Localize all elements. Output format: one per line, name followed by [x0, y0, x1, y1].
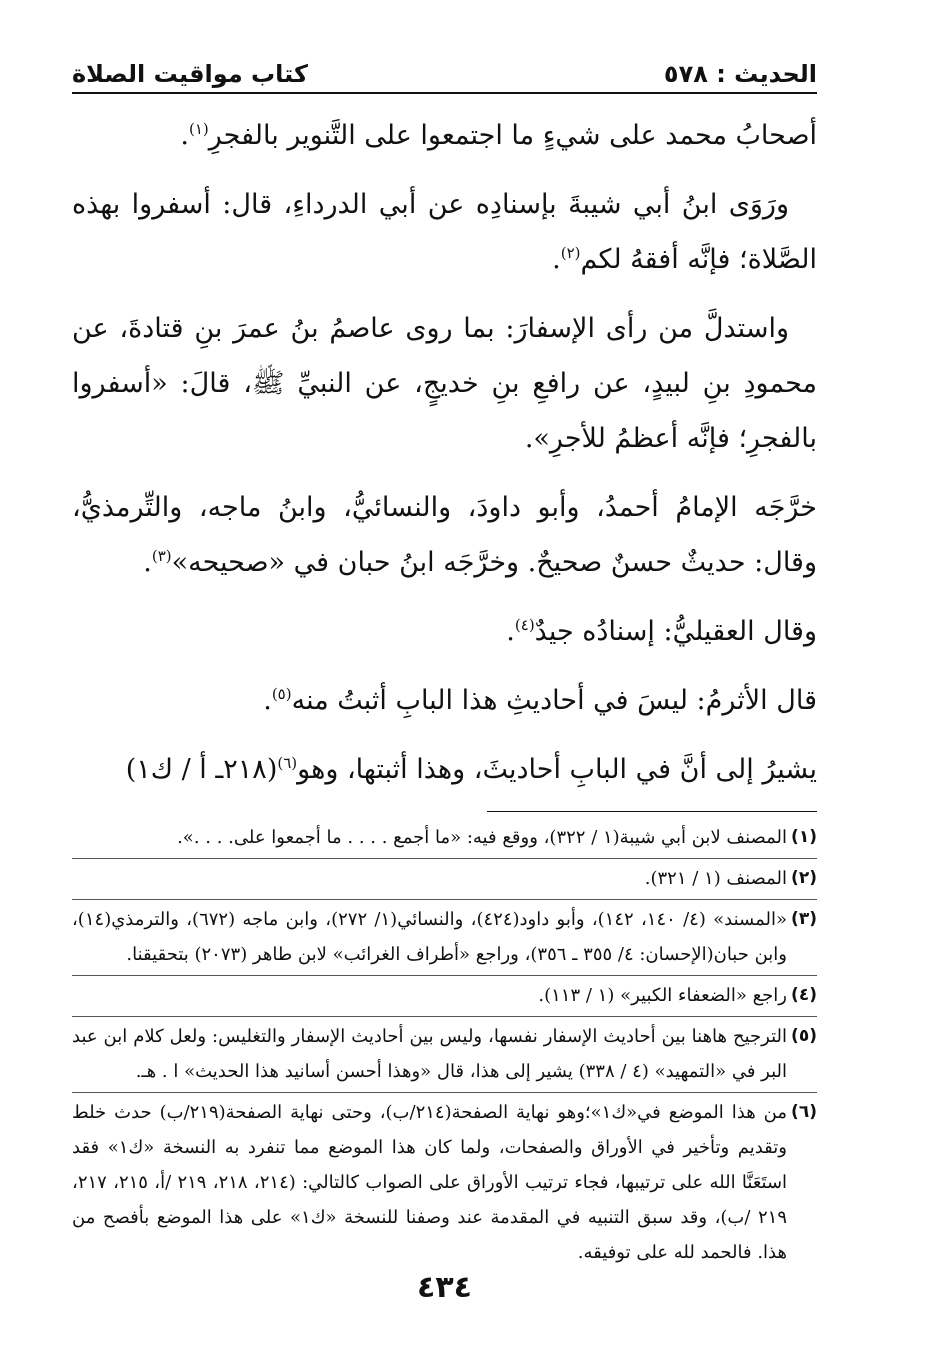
footnote-text: المصنف (١ / ٣٢١).: [644, 868, 787, 889]
footnote-number: (١): [791, 827, 817, 847]
footnote-reference: (٥): [271, 685, 292, 703]
paragraph: يشيرُ إلى أنَّ في البابِ أحاديثَ، وهذا أثبتها، وهو$^{(٦)}$(٢١٨ـ أ / ك١): [125, 754, 817, 785]
paragraph: واستدلَّ من رأى الإسفارَ: بما روى عاصمُ بنُ عمرَ بنِ قتادةَ، عن محمودِ بنِ لبيدٍ، عن رافعِ بنِ خديجٍ، عن النبيِّ ﷺ، قالَ: «أسفروا بالفجرِ؛ فإنَّه أعظمُ للأجرِ».: [72, 313, 817, 454]
paragraph: ورَوَى ابنُ أبي شيبةَ بإسنادِه عن أبي الدرداءِ، قال: أسفروا بهذه الصَّلاة؛ فإنَّه أفقهُ لكم$^{(٢)}$.: [72, 189, 817, 275]
footnote-text: الترجيح هاهنا بين أحاديث الإسفار نفسها، وليس بين أحاديث الإسفار والتغليس: ولعل كلام ابن عبد البر في «التمهيد» (٤ / ٣٣٨) يشير إلى هذا، قال «وهذا أحسن أسانيد هذا الحديث» ا . هـ.: [72, 1026, 787, 1082]
footnote-number: (٣): [791, 909, 817, 929]
footnote-reference: (٤): [514, 616, 535, 634]
footnote-number: (٥): [791, 1026, 817, 1046]
footnote-reference: (٦): [277, 754, 298, 772]
footnote-text: من هذا الموضع في«ك١»؛وهو نهاية الصفحة(٢١٤/ب)، وحتى نهاية الصفحة(٢١٩/ب) حدث خلط وتقديم وتأخير في الأوراق والصفحات، ولما كان هذا الموضع مما تنفرد به النسخة «ك١» فقد استَعَنَّا الله على ترتيبها، فجاء ترتيب الأوراق على الصواب كالتالي: (٢١٤، ٢١٨، ٢١٩ /أ، ٢١٥، ٢١٧، ٢١٩ /ب)، وقد سبق التنبيه في المقدمة عند وصفنا للنسخة «ك١» على هذا الموضع بأفصح من هذا. فالحمد لله على توفيقه.: [72, 1102, 788, 1263]
footnote-reference: (٢): [560, 244, 581, 262]
footnote: [72, 859, 817, 900]
book-title: كتاب مواقيت الصلاة: [72, 60, 308, 88]
footnote: [72, 976, 817, 1017]
footnotes: [72, 818, 817, 1273]
paragraph: أصحابُ محمد على شيءٍ ما اجتمعوا على التَّنوير بالفجرِ$^{(١)}$.: [180, 120, 817, 151]
footnote: [72, 1017, 817, 1093]
footnote: [72, 1093, 817, 1273]
running-header: [72, 40, 817, 94]
footnote-divider: [487, 811, 817, 812]
footnote-text: «المسند» (٤/ ١٤٠، ١٤٢)، وأبو داود(٤٢٤)، والنسائي(١/ ٢٧٢)، وابن ماجه (٦٧٢)، والترمذي(١٤)، وابن حبان(الإحسان: ٤/ ٣٥٥ ـ ٣٥٦)، وراجع «أطراف الغرائب» لابن طاهر (٢٠٧٣) بتحقيقنا.: [72, 909, 788, 965]
main-text: [72, 108, 817, 797]
footnote-text: راجع «الضعفاء الكبير» (١ / ١١٣).: [538, 985, 787, 1006]
footnote: [72, 900, 817, 976]
paragraph: قال الأثرمُ: ليسَ في أحاديثِ هذا البابِ أثبتُ منه$^{(٥)}$.: [263, 685, 817, 716]
book-page: [72, 40, 817, 1340]
hadith-number: الحديث : ٥٧٨: [663, 60, 817, 88]
paragraph: وقال العقيليُّ: إسنادُه جيدٌ$^{(٤)}$.: [506, 616, 817, 647]
footnote-reference: (٣): [151, 547, 172, 565]
paragraph: خرَّجَه الإمامُ أحمدُ، وأبو داودَ، والنسائيُّ، وابنُ ماجه، والتِّرمذيُّ، وقال: حديثٌ حسنٌ صحيحٌ. وخرَّجَه ابنُ حبان في «صحيحه»$^{(٣)}$.: [72, 492, 817, 578]
footnote-number: (٦): [791, 1102, 817, 1122]
footnote-reference: (١): [189, 120, 209, 138]
footnote-text: المصنف لابن أبي شيبة(١ / ٣٢٢)، ووقع فيه: «ما أجمع . . . . ما أجمعوا على. . . .».: [177, 827, 787, 848]
footnote: [72, 818, 817, 859]
footnote-number: (٤): [791, 985, 817, 1005]
footnote-number: (٢): [791, 868, 817, 888]
page-number: ٤٣٤: [417, 1270, 472, 1305]
